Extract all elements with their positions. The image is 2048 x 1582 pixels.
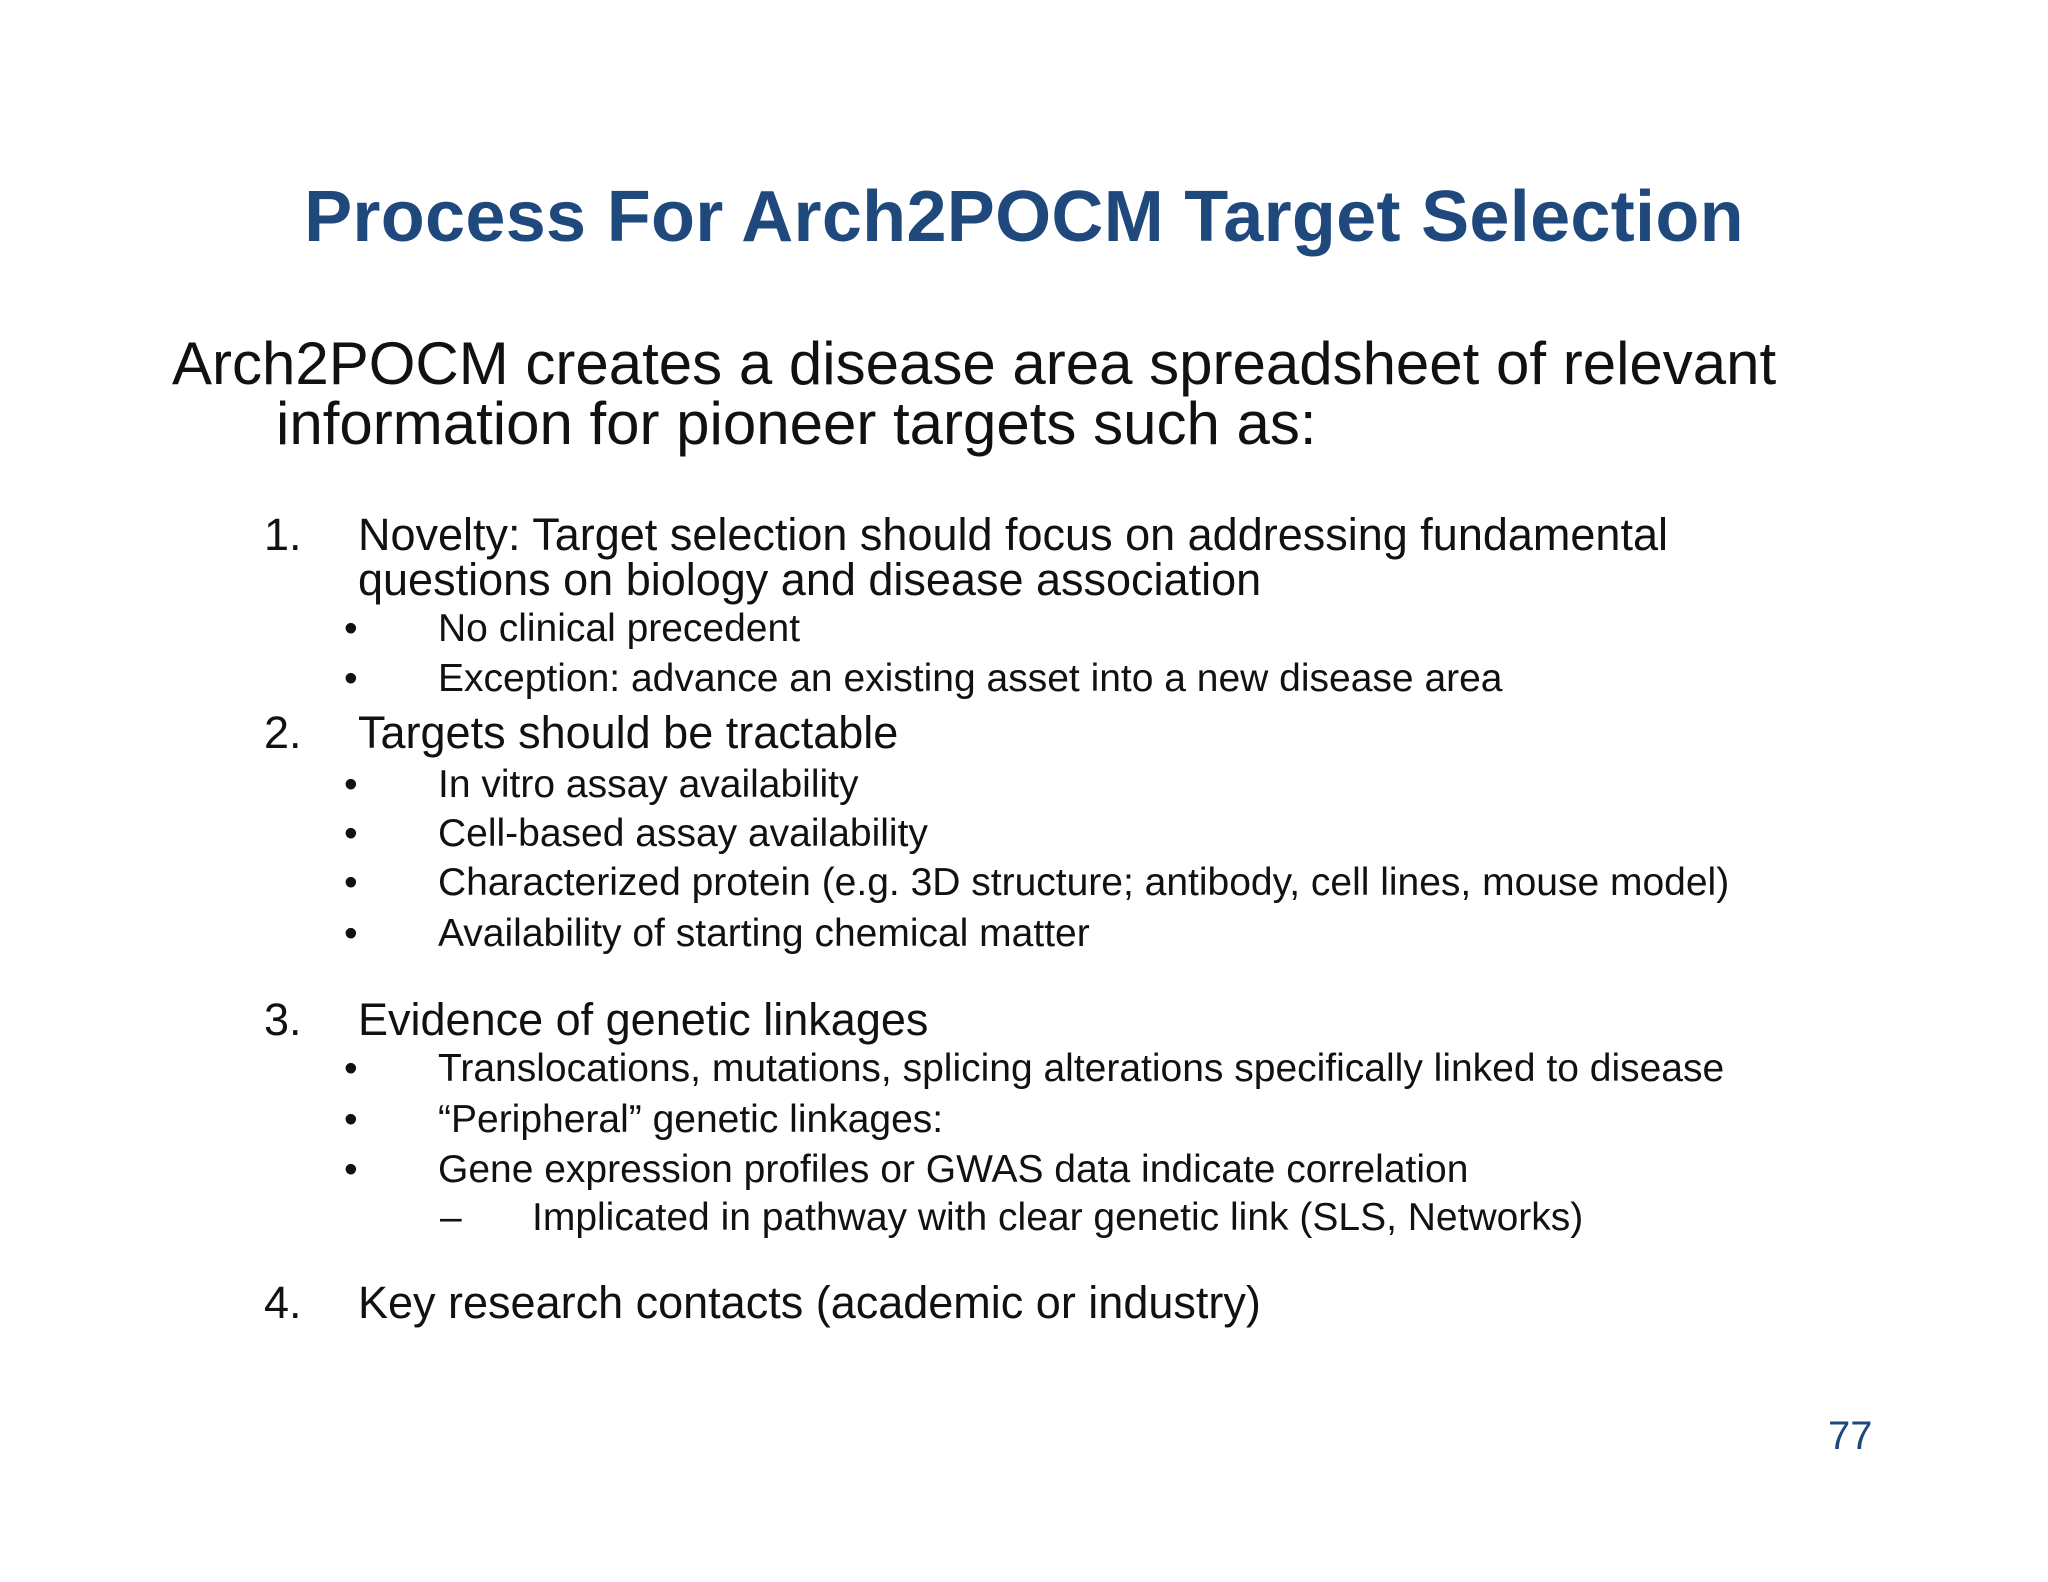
bullet-mark: • <box>344 1148 358 1191</box>
slide-title: Process For Arch2POCM Target Selection <box>304 177 1744 257</box>
list-item-text: Key research contacts (academic or industry) <box>358 1277 1261 1328</box>
list-item-text: questions on biology and disease association <box>358 554 1262 605</box>
list-item-number: 4. <box>264 1277 302 1328</box>
bullet-mark: • <box>344 861 358 904</box>
bullet-mark: • <box>344 1047 358 1090</box>
bullet-text: “Peripheral” genetic linkages: <box>438 1098 944 1141</box>
list-item-number: 3. <box>264 994 302 1045</box>
list-item-text: Evidence of genetic linkages <box>358 994 929 1045</box>
bullet-text: Cell-based assay availability <box>438 812 928 855</box>
list-item-text: Novelty: Target selection should focus on addressing fundamental <box>358 509 1668 560</box>
bullet-mark: • <box>344 912 358 955</box>
bullet-mark: • <box>344 657 358 700</box>
bullet-mark: • <box>344 812 358 855</box>
bullet-text: Availability of starting chemical matter <box>438 912 1090 955</box>
dash-mark: – <box>440 1196 462 1239</box>
list-item-number: 2. <box>264 707 302 758</box>
bullet-text: No clinical precedent <box>438 607 801 650</box>
sub-bullet-text: Implicated in pathway with clear genetic link (SLS, Networks) <box>532 1196 1584 1239</box>
page-number: 77 <box>1828 1414 1873 1458</box>
intro-line-2: information for pioneer targets such as: <box>276 390 1317 457</box>
intro-line-1: Arch2POCM creates a disease area spreadsheet of relevant <box>172 330 1777 397</box>
intro-paragraph <box>172 330 1872 457</box>
bullet-text: Characterized protein (e.g. 3D structure; antibody, cell lines, mouse model) <box>438 861 1730 904</box>
bullet-text: Exception: advance an existing asset into a new disease area <box>438 657 1503 700</box>
bullet-text: Gene expression profiles or GWAS data indicate correlation <box>438 1148 1469 1191</box>
list-item-text: Targets should be tractable <box>358 707 899 758</box>
list-item-number: 1. <box>264 509 302 560</box>
bullet-mark: • <box>344 1098 358 1141</box>
bullet-text: In vitro assay availability <box>438 763 859 806</box>
bullet-mark: • <box>344 763 358 806</box>
bullet-mark: • <box>344 607 358 650</box>
bullet-text: Translocations, mutations, splicing alterations specifically linked to disease <box>438 1047 1725 1090</box>
